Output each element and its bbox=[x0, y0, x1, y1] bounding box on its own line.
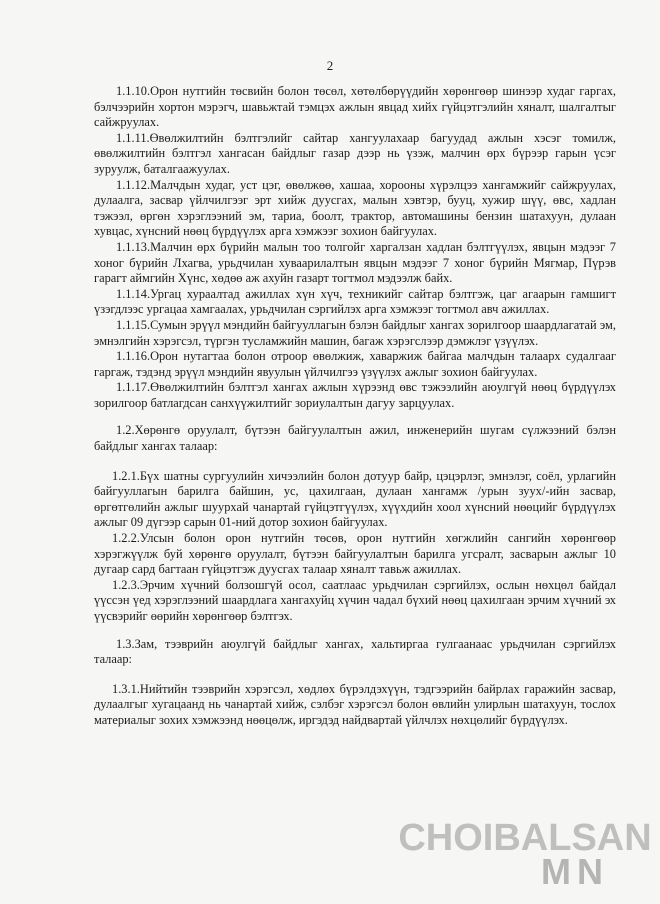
paragraph-1-2-1: 1.2.1.Бүх шатны сургуулийн хичээлийн болон дотуур байр, цэцэрлэг, эмнэлэг, соёл, урлагийн байгууллагын барилга байшин, ус, цахилгаан, дулаан хангамж /урын зуух/-ийн засвар, өргөтгөлийн ажлыг шуурхай чанартай гүйцэтгүүлэх, хүүхдийн хоол хүнсний нөөцийг бүрдүүлэх ажлыг 09 дүгээр сарын 01-ний дотор зохион байгуулах. bbox=[94, 468, 616, 530]
page-number: 2 bbox=[326, 58, 334, 73]
paragraph-1-2-3: 1.2.3.Эрчим хүчний болзошгүй осол, саатлаас урьдчилан сэргийлэх, ослын нөхцөл байдал үүссэн үед хэрэглээний шаардлага хангахуйц хүчин чадал бүхий нөөц цахилгаан эрчим хүчний эх үүсвэрийг өөрийн хөрөнгөөр бэлтгэх. bbox=[94, 577, 616, 623]
watermark-svg bbox=[400, 810, 650, 890]
watermark-line2: MN bbox=[541, 851, 609, 890]
paragraph-1-1-17: 1.1.17.Өвөлжилтийн бэлтгэл хангах ажлын хүрээнд өвс тэжээлийн аюулгүй нөөц бүрдүүлэх зорилгоор батлагдсан санхүүжилтийг зориулалтын дагуу зарцуулах. bbox=[94, 380, 616, 410]
paragraph-1-1-14: 1.1.14.Ургац хураалтад ажиллах хүн хүч, техникийг сайтар бэлтгэж, цаг агаарын гамшигт үзэгдлээс ургацаа хамгаалах, урьдчилан сэргийлэх арга хэмжээг тогтмол авч ажиллах. bbox=[94, 286, 616, 317]
section-1-3-heading: 1.3.Зам, тээврийн аюулгүй байдлыг хангах, хальтиргаа гулгаанаас урьдчилан сэргийлэх талаар: bbox=[94, 636, 616, 667]
paragraph-1-1-12: 1.1.12.Малчдын худаг, уст цэг, өвөлжөө, хашаа, хорооны хүрэлцээ хангамжийг сайжруулах, дулаалга, засвар үйлчилгээг эрт хийж дуусгах, малын хэвтэр, бууц, хужир шүү, өвс, хадлан тэжээл, өргөн хэрэглээний эм, тариа, боолт, трактор, автомашины бензин шатахуун, дулаан хувцас, хүнсний нөөц бүрдүүлэх арга хэмжээг зохион байгуулах. bbox=[94, 177, 616, 239]
choibalsan-watermark-logo bbox=[400, 810, 650, 890]
paragraph-1-3-1: 1.3.1.Нийтийн тээврийн хэрэгсэл, хөдлөх бүрэлдэхүүн, тэдгээрийн байрлах гаражийн засвар, дулаалгыг хугацаанд нь чанартай хийж, сэлбэг хэрэгсэл болон өвлийн улирлын шатахуун, тослох материалыг зохих хэмжээнд нөөцөлж, иргэдэд найдвартай үйлчлэх нөхцөлийг бүрдүүлэх. bbox=[94, 681, 616, 727]
paragraph-1-1-16: 1.1.16.Орон нутагтаа болон отроор өвөлжиж, хаваржиж байгаа малчдын талаарх судалгааг гаргаж, тэдэнд эрүүл мэндийн явуулын үйлчилгээ үзүүлэх ажлыг зохион байгуулах. bbox=[94, 349, 616, 379]
paragraph-1-1-11: 1.1.11.Өвөлжилтийн бэлтгэлийг сайтар хангуулахаар багуудад ажлын хэсэг томилж, өвөлжилтийн бэлтгэл хангасан байдлыг газар дээр нь үзэж, малчин өрх бүрээр гарын үсэг зуруулж, баталгаажуулах. bbox=[94, 130, 616, 176]
paragraph-1-1-10: 1.1.10.Орон нутгийн төсвийн болон төсөл, хөтөлбөрүүдийн хөрөнгөөр шинээр худаг гаргах, бэлчээрийн хортон мэрэгч, шавьжтай тэмцэх ажлын явцад хийх гүйцэтгэлийн хяналт, шалгалтыг сайжруулах. bbox=[94, 84, 616, 130]
document-body bbox=[94, 84, 616, 729]
paragraph-1-1-13: 1.1.13.Малчин өрх бүрийн малын тоо толгойг харгалзан хадлан бэлтгүүлэх, явцын мэдээг 7 хоног бүрийн Лхагва, урьдчилан хуваарилалтын явцын мэдээг 7 хоног бүрийн Мягмар, Пүрэв гарагт аймгийн Хүнс, хөдөө аж ахуйн газарт тогтмол мэдээлж байх. bbox=[94, 239, 616, 286]
paragraph-1-2-2: 1.2.2.Улсын болон орон нутгийн төсөв, орон нутгийн хөгжлийн сангийн хөрөнгөөр хэрэгжүүлж буй хөрөнгө оруулалт, бүтээн байгуулалтын барилга угсралт, засварын ажлыг 10 дугаар сард багтаан гүйцэтгэж дуусгах талаар хяналт тавьж ажиллах. bbox=[94, 531, 616, 577]
section-1-2-heading: 1.2.Хөрөнгө оруулалт, бүтээн байгуулалтын ажил, инженерийн шугам сүлжээний бэлэн байдлыг хангах талаар: bbox=[94, 423, 616, 454]
watermark-line1: CHOIBALSAN bbox=[400, 817, 650, 859]
paragraph-1-1-15: 1.1.15.Сумын эрүүл мэндийн байгууллагын бэлэн байдлыг хангах зорилгоор шаардлагатай эм, эмнэлгийн хэрэгсэл, түргэн тусламжийн машин, багаж хэрэгслээр дэмжлэг үзүүлэх. bbox=[94, 317, 616, 348]
